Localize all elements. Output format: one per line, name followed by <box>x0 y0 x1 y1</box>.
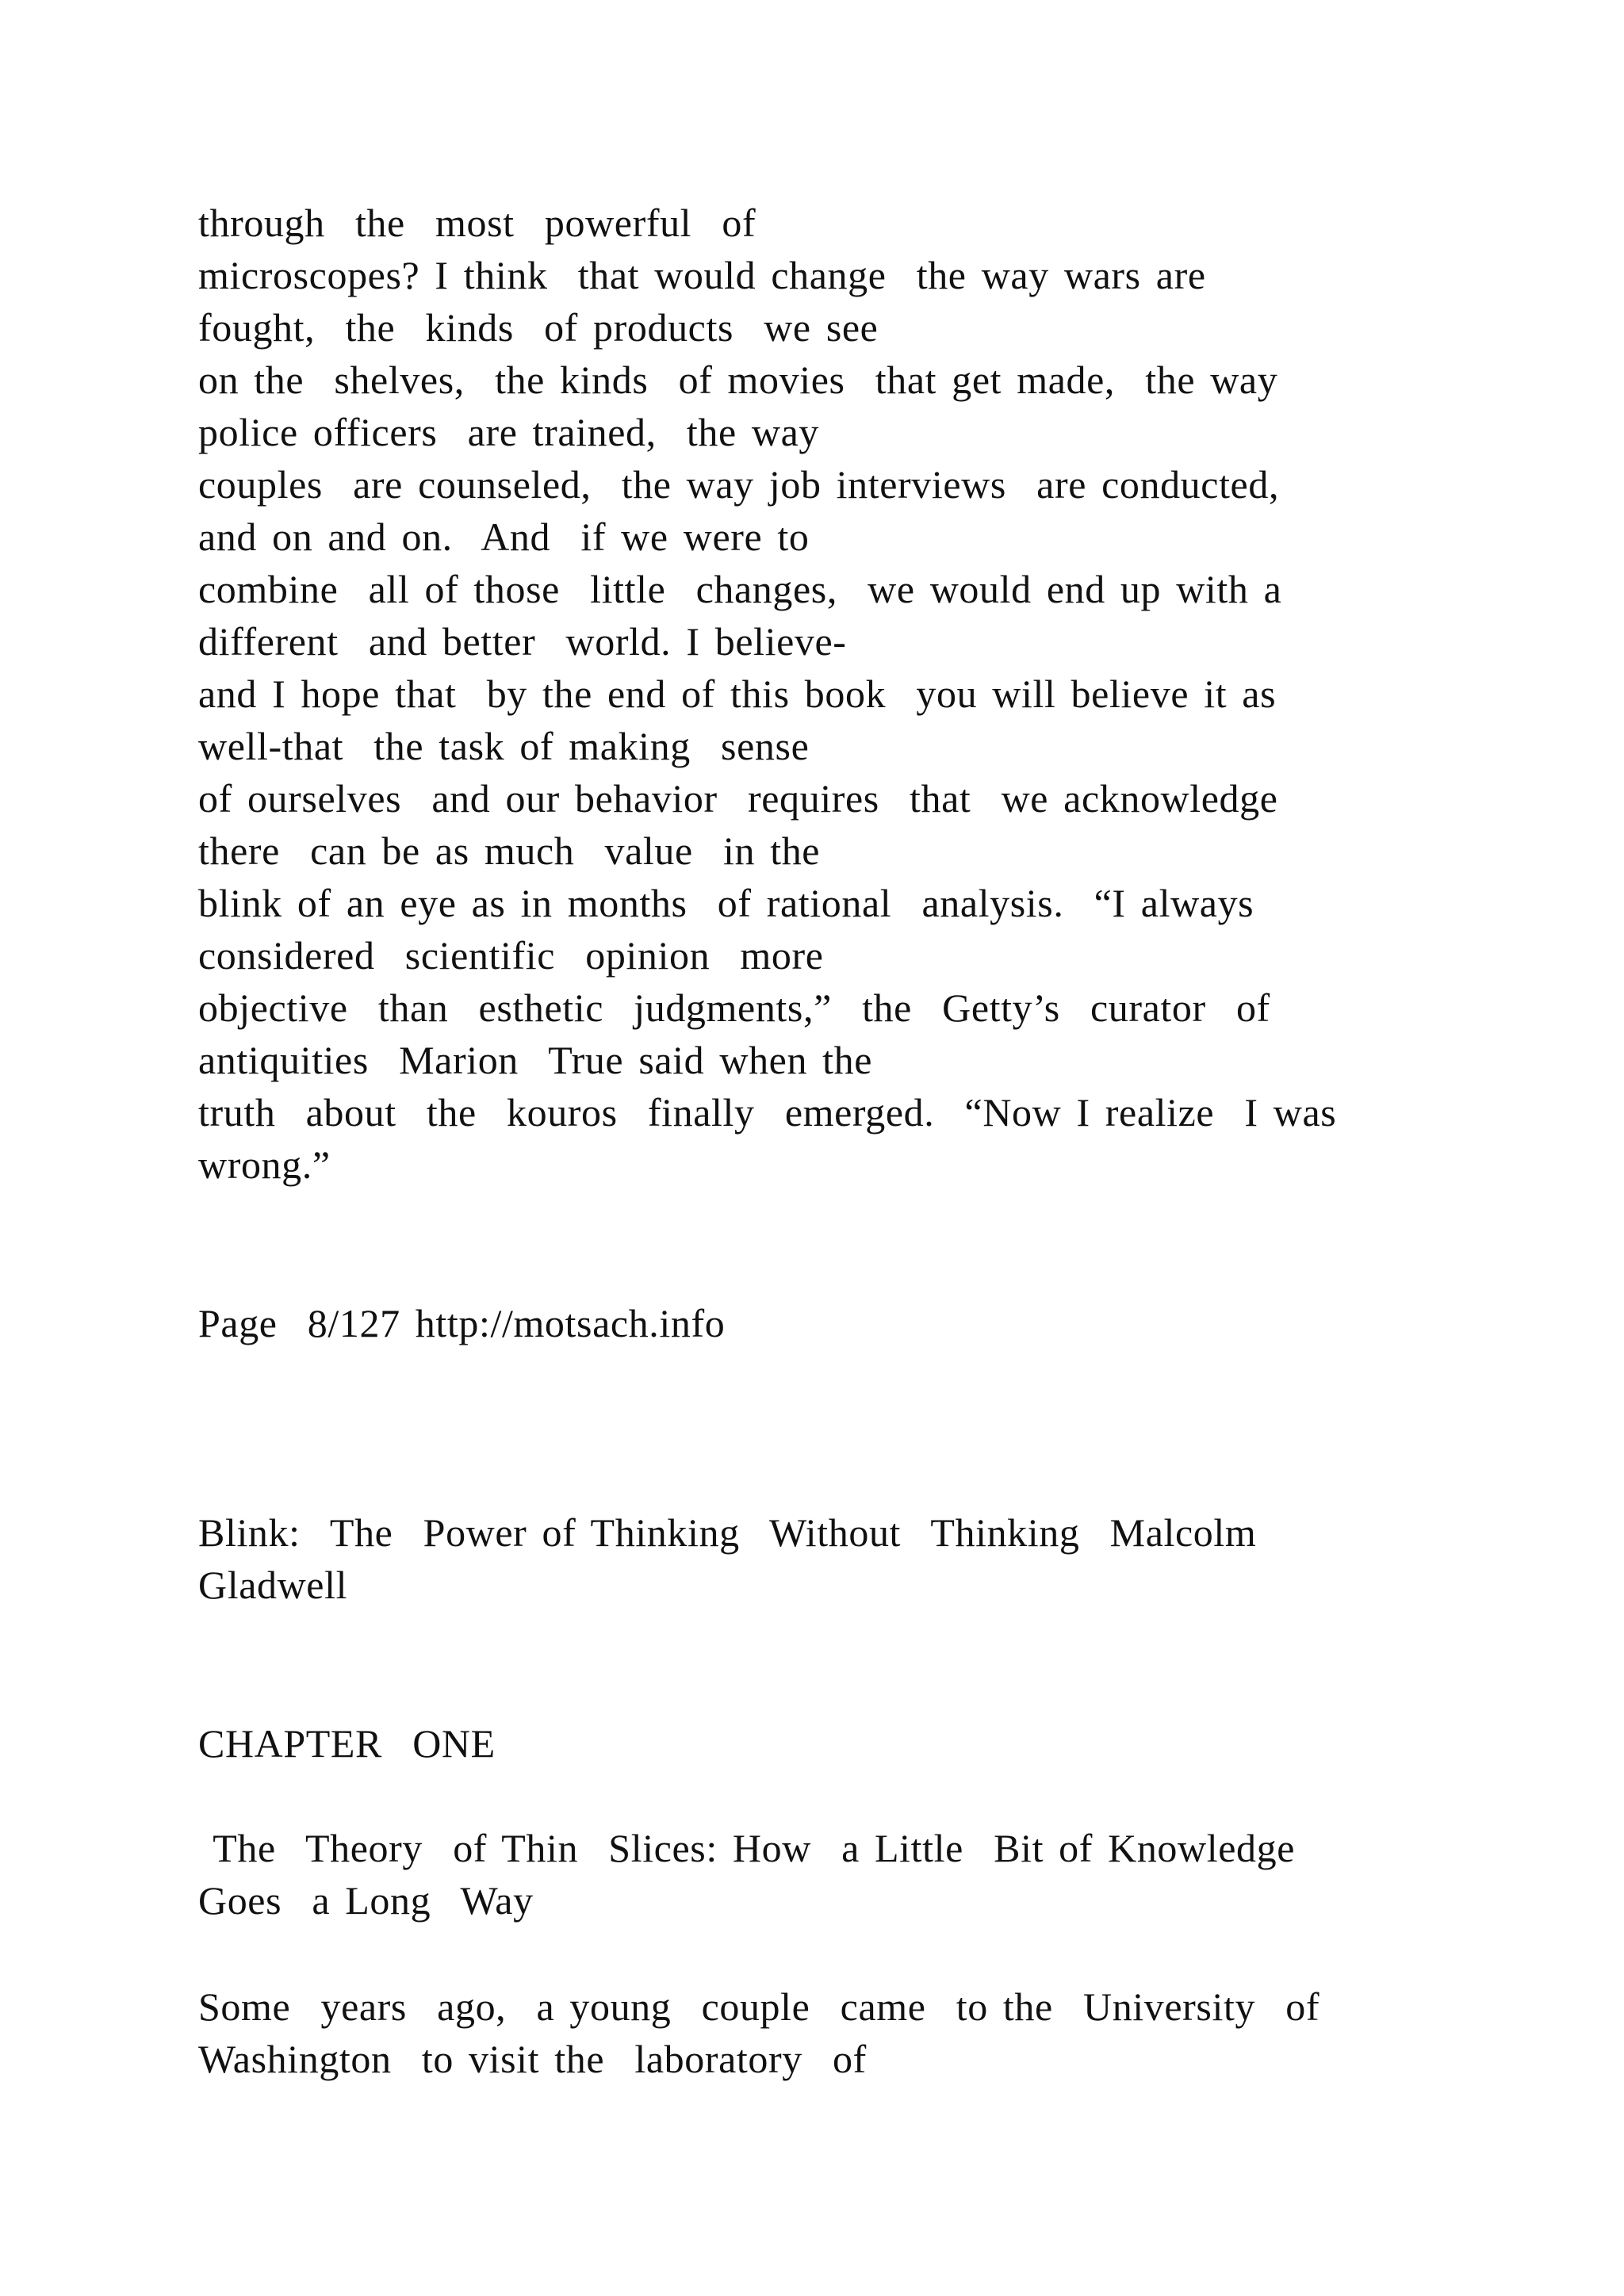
opening-paragraph-line: Washington to visit the laboratory of <box>198 2037 867 2081</box>
body-line: fought, the kinds of products we see <box>198 305 879 350</box>
body-line: combine all of those little changes, we would end up with a <box>198 567 1282 611</box>
body-line: there can be as much value in the <box>198 828 821 873</box>
body-line: police officers are trained, the way <box>198 410 819 454</box>
chapter-label: CHAPTER ONE <box>198 1721 496 1766</box>
body-line: truth about the kouros finally emerged. “Now I realize I was <box>198 1090 1337 1135</box>
body-line: and on and on. And if we were to <box>198 515 810 559</box>
body-line: through the most powerful of <box>198 201 756 245</box>
body-line: considered scientific opinion more <box>198 933 824 978</box>
body-line: microscopes? I think that would change the way wars are <box>198 253 1206 297</box>
body-line: of ourselves and our behavior requires that we acknowledge <box>198 776 1278 821</box>
body-line: different and better world. I believe- <box>198 619 847 664</box>
body-line: objective than esthetic judgments,” the Getty’s curator of <box>198 985 1270 1030</box>
body-line: wrong.” <box>198 1142 331 1187</box>
body-line: antiquities Marion True said when the <box>198 1038 873 1082</box>
running-header-line: Blink: The Power of Thinking Without Thinking Malcolm <box>198 1510 1257 1555</box>
chapter-title-line: Goes a Long Way <box>198 1878 534 1923</box>
body-line: on the shelves, the kinds of movies that get made, the way <box>198 358 1278 402</box>
chapter-title-line: The Theory of Thin Slices: How a Little Bit of Knowledge <box>198 1826 1296 1870</box>
body-line: well-that the task of making sense <box>198 724 810 768</box>
opening-paragraph-line: Some years ago, a young couple came to the University of <box>198 1984 1320 2029</box>
page-footer: Page 8/127 http://motsach.info <box>198 1301 726 1345</box>
running-header-line: Gladwell <box>198 1563 348 1607</box>
body-line: couples are counseled, the way job interviews are conducted, <box>198 462 1280 507</box>
body-line: blink of an eye as in months of rational analysis. “I always <box>198 881 1254 925</box>
body-line: and I hope that by the end of this book you will believe it as <box>198 672 1277 716</box>
